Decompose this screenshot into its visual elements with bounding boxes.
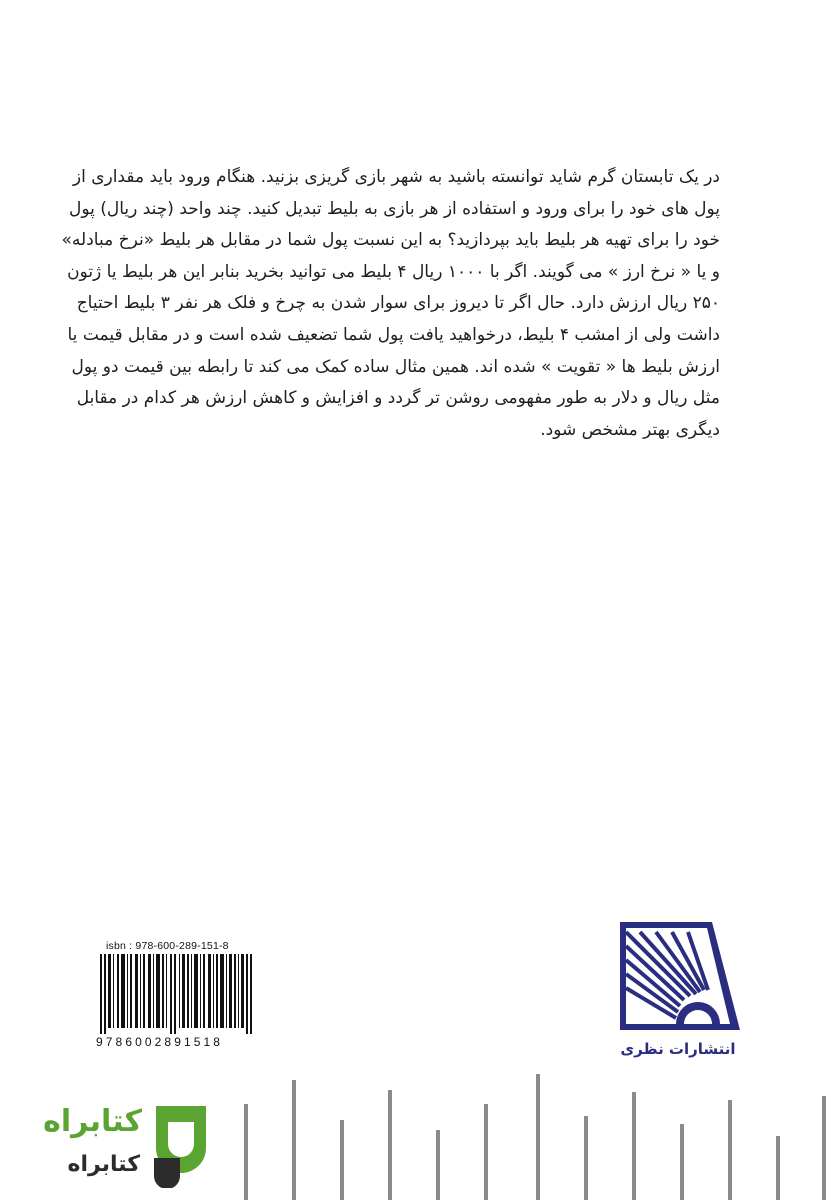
blurb-line: دیگری بهتر مشخص شود. (540, 419, 720, 440)
isbn-label: isbn : 978-600-289-151-8 (106, 940, 229, 952)
blurb-line: ۲۵۰ ریال ارزش دارد. حال اگر تا دیروز برای سوار شدن به چرخ و فلک هر نفر ۳ بلیط احتیاج (76, 293, 720, 314)
barcode-digits: 9786002891518 (96, 1035, 224, 1049)
watermark-name-dark: کتابراه (67, 1152, 140, 1177)
blurb-line: مثل ریال و دلار به طور مفهومی روشن تر گردد و افزایش و کاهش ارزش هر کدام در مقابل (76, 388, 720, 409)
ketabrah-logo-icon (146, 1098, 216, 1188)
blurb-line: خود را برای تهیه هر بلیط باید بپردازید؟ به این نسبت پول شما در مقابل هر بلیط «نرخ مبادله» (61, 230, 720, 251)
watermark-name-green: کتابراه (43, 1104, 142, 1139)
blurb-line: و یا « نرخ ارز » می گویند. اگر با ۱۰۰۰ ریال ۴ بلیط می توانید بخرید بنابر این هر بلیط یا ژتون (67, 261, 720, 282)
blurb-line: در یک تابستان گرم شاید توانسته باشید به شهر بازی گریزی بزنید. هنگام ورود باید مقداری از (72, 167, 720, 187)
blurb-line: پول های خود را برای ورود و استفاده از هر بازی به بلیط تبدیل کنید. چند واحد (چند ریال) پول (68, 198, 720, 219)
blurb-line: ارزش بلیط ها « تقویت » شده اند. همین مثال ساده کمک می کند تا رابطه بین قیمت دو پول (71, 356, 720, 377)
blurb-line: داشت ولی از امشب ۴ بلیط، درخواهید یافت پول شما تضعیف شده است و در مقابل قیمت یا (67, 324, 720, 345)
ketabrah-watermark (40, 1092, 220, 1192)
publisher-name: انتشارات نظری (620, 1040, 736, 1058)
